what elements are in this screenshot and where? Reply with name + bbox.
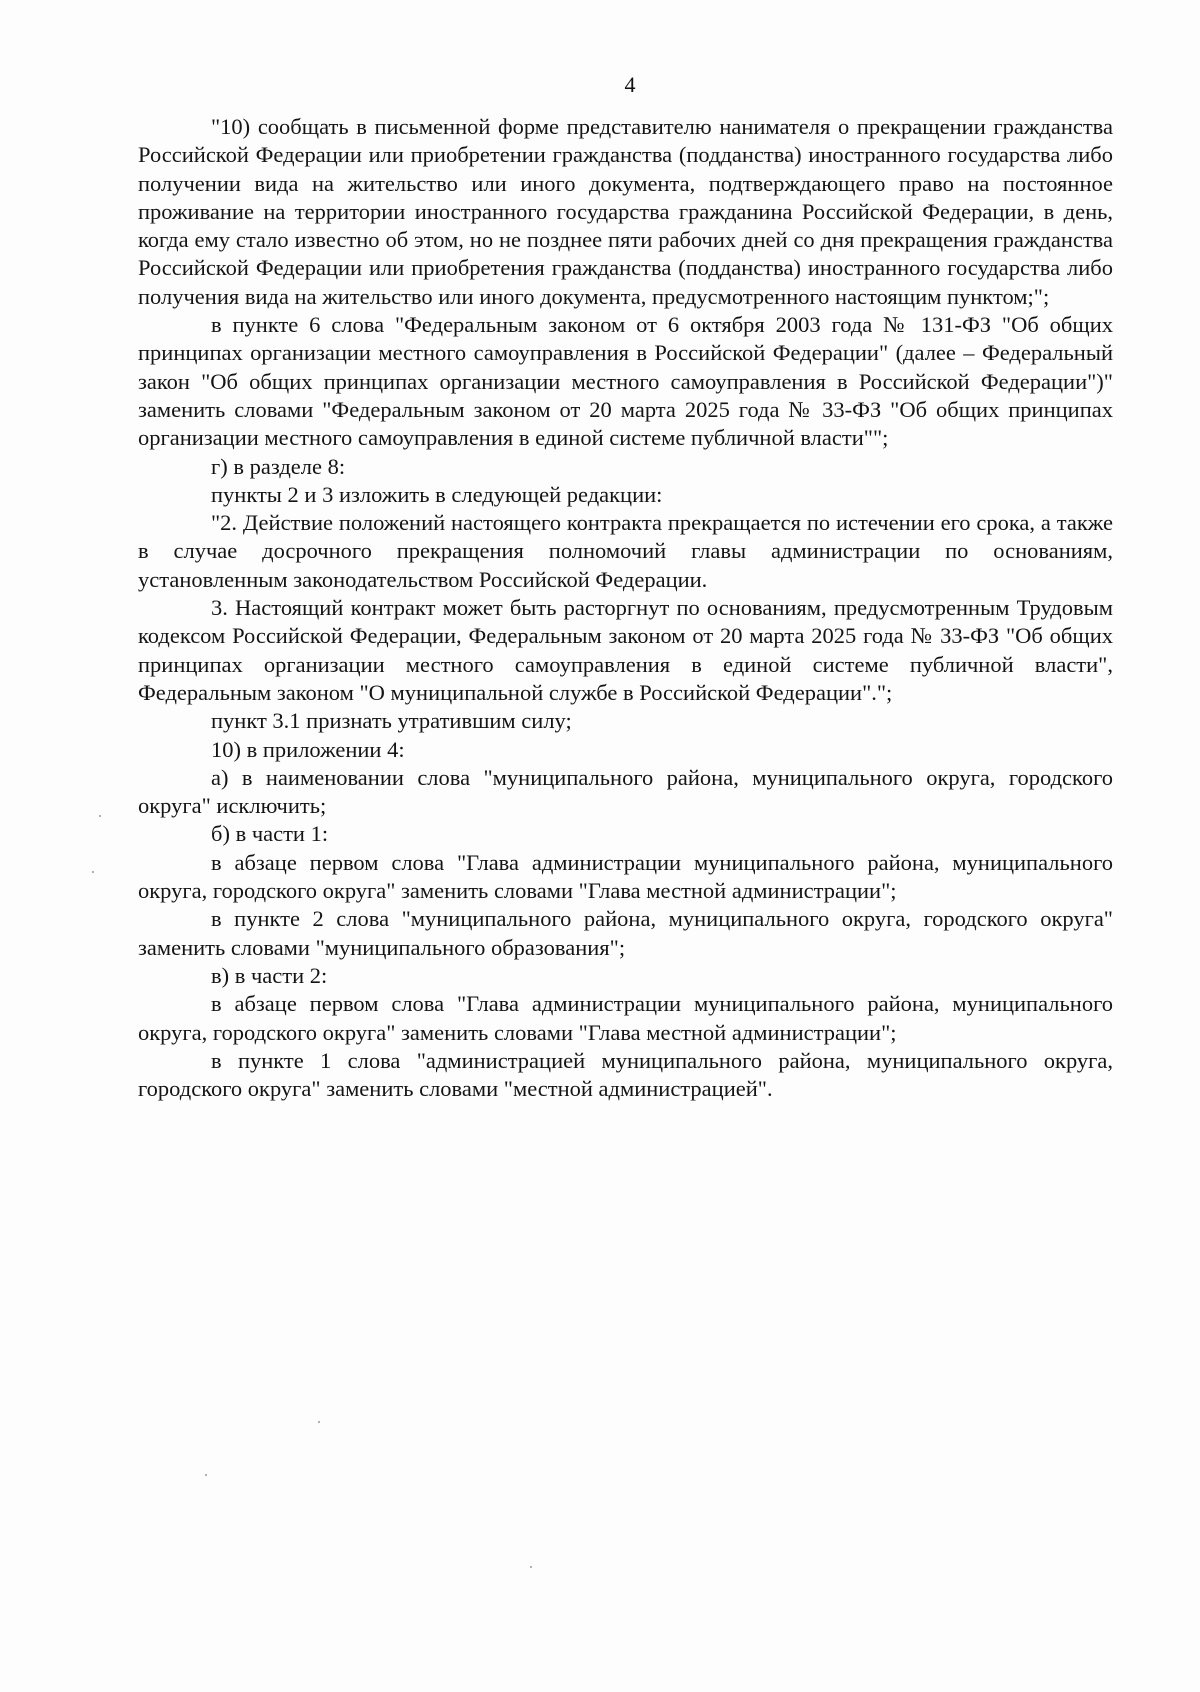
paragraph-citizenship-notice: "10) сообщать в письменной форме представителю нанимателя о прекращении гражданства Российской Федерации или приобретении гражданства (подданства) иностранного государства либо получении вида на жительство или иного документа, подтверждающего право на постоянное проживание на территории иностранного государства гражданина Российской Федерации, в день, когда ему стало известно об этом, но не позднее пяти рабочих дней со дня прекращения гражданства Российской Федерации или приобретения гражданства (подданства) иностранного государства либо получения вида на жительство или иного документа, предусмотренного настоящим пунктом;"; <box>138 114 1113 309</box>
paragraph-title-amendment: а) в наименовании слова "муниципального района, муниципального округа, городского округа" исключить; <box>138 764 1113 819</box>
scan-speck <box>99 815 101 817</box>
scan-speck <box>530 1566 532 1568</box>
paragraph-part-2-first-clause: в абзаце первом слова "Глава администрации муниципального района, муниципального округа, городского округа" заменить словами "Глава местной администрации"; <box>138 991 1113 1045</box>
paragraph-appendix-4-heading: 10) в приложении 4: <box>211 736 405 762</box>
paragraph-contract-termination: 3. Настоящий контракт может быть расторгнут по основаниям, предусмотренным Трудовым кодексом Российской Федерации, Федеральным законом от 20 марта 2025 года № 33-ФЗ "Об общих принципах организации местного самоуправления в единой системе публичной власти", Федеральным законом "О муниципальной службе в Российской Федерации"."; <box>138 595 1113 705</box>
paragraph-item-6-amendment: в пункте 6 слова "Федеральным законом от 6 октября 2003 года № 131-ФЗ "Об общих принципах организации местного самоуправления в Российской Федерации" (далее – Федеральный закон "Об общих принципах организации местного самоуправления в Российской Федерации")" заменить словами "Федеральным законом от 20 марта 2025 года № 33-ФЗ "Об общих принципах организации местного самоуправления в единой системе публичной власти""; <box>138 312 1113 451</box>
page-number: 4 <box>624 72 636 97</box>
document-body <box>138 113 1113 1103</box>
paragraph-section-8-heading: г) в разделе 8: <box>211 453 346 479</box>
paragraph-items-2-3-intro: пункты 2 и 3 изложить в следующей редакции: <box>211 481 663 507</box>
paragraph-contract-term: "2. Действие положений настоящего контракта прекращается по истечении его срока, а также в случае досрочного прекращения полномочий главы администрации по основаниям, установленным законодательством Российской Федерации. <box>138 510 1113 592</box>
paragraph-part-2-heading: в) в части 2: <box>211 962 328 988</box>
scan-speck <box>92 871 94 873</box>
paragraph-item-3-1-repeal: пункт 3.1 признать утратившим силу; <box>211 708 572 734</box>
paragraph-part-1-item-2: в пункте 2 слова "муниципального района, муниципального округа, городского округа" заменить словами "муниципального образования"; <box>138 906 1113 960</box>
paragraph-part-2-item-1: в пункте 1 слова "администрацией муниципального района, муниципального округа, городского округа" заменить словами "местной администрацией". <box>138 1047 1113 1102</box>
scan-speck <box>205 1474 207 1476</box>
paragraph-part-1-heading: б) в части 1: <box>211 821 329 847</box>
paragraph-part-1-first-clause: в абзаце первом слова "Глава администрации муниципального района, муниципального округа, городского округа" заменить словами "Глава местной администрации"; <box>138 849 1113 904</box>
scan-speck <box>318 1421 320 1423</box>
